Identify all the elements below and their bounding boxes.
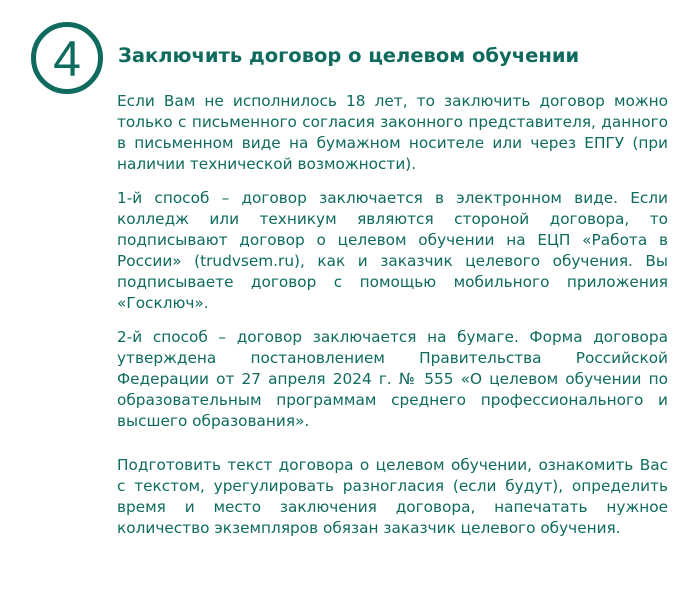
section-body: [117, 91, 668, 539]
paragraph-age-consent: Если Вам не исполнилось 18 лет, то заключить договор можно только с письменного согласия законного представителя, данного в письменном виде на бумажном носителе или через ЕПГУ (при наличии технической возможности).: [117, 92, 668, 173]
step-number: 4: [53, 31, 81, 87]
paragraph-customer-duties: Подготовить текст договора о целевом обучении, ознакомить Вас с текстом, урегулировать разногласия (если будут), определить время и место заключения договора, напечатать нужное количество экземпляров обязан заказчик целевого обучения.: [117, 456, 668, 537]
step-number-circle-icon: [31, 22, 103, 94]
section-title: Заключить договор о целевом обучении: [118, 44, 580, 67]
paragraph-electronic-method: 1-й способ – договор заключается в электронном виде. Если колледж или техникум являются стороной договора, то подписывают договор о целевом обучении на ЕЦП «Работа в России» (trudvsem.ru), как и заказчик целевого обучения. Вы подписываете договор с помощью мобильного приложения «Госключ».: [117, 189, 668, 312]
paragraph-paper-method: 2-й способ – договор заключается на бумаге. Форма договора утверждена постановлением Правительства Российской Федерации от 27 апреля 2024 г. № 555 «О целевом обучении по образовательным программам среднего профессионального и высшего образования».: [117, 328, 668, 430]
